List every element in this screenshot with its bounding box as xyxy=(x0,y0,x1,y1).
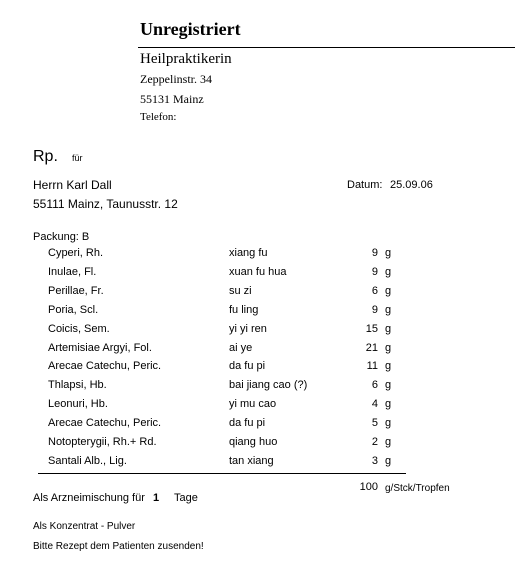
herb-name: Coicis, Sem. xyxy=(48,322,110,335)
herb-unit: g xyxy=(385,360,392,373)
herb-name: Thlapsi, Hb. xyxy=(48,379,107,392)
practice-name: Unregistriert xyxy=(140,19,241,39)
herb-unit: g xyxy=(385,454,392,467)
mixture-label: Als Arzneimischung für xyxy=(33,492,145,504)
herb-unit: g xyxy=(385,379,392,392)
herb-pinyin: xuan fu hua xyxy=(229,265,287,278)
herb-quantity: 15 xyxy=(365,322,378,335)
practice-title: Heilpraktikerin xyxy=(140,51,232,67)
herb-pinyin: da fu pi xyxy=(229,360,266,373)
herb-pinyin: tan xiang xyxy=(229,454,274,467)
patient-name: Herrn Karl Dall xyxy=(33,178,112,192)
herb-name: Poria, Scl. xyxy=(48,303,99,316)
patient-address: 55111 Mainz, Taunusstr. 12 xyxy=(33,197,178,211)
herb-name: Arecae Catechu, Peric. xyxy=(48,417,162,430)
herb-unit: g xyxy=(385,398,392,411)
herb-quantity: 4 xyxy=(371,398,378,411)
herb-quantity: 2 xyxy=(371,436,378,448)
form-line: Als Konzentrat - Pulver xyxy=(33,521,136,532)
herb-quantity: 9 xyxy=(371,303,378,316)
herb-name: Artemisiae Argyi, Fol. xyxy=(48,341,152,354)
herb-row xyxy=(0,266,529,284)
herb-quantity: 3 xyxy=(371,454,378,467)
rp-label: Rp. xyxy=(33,148,58,165)
packing-line: Packung: B xyxy=(33,231,90,243)
herb-row xyxy=(0,342,529,360)
herbs-divider xyxy=(38,473,406,474)
date-value: 25.09.06 xyxy=(390,179,433,191)
herb-unit: g xyxy=(385,436,392,448)
for-label: für xyxy=(72,153,83,163)
herb-unit: g xyxy=(385,284,392,297)
mixture-days: 1 xyxy=(153,492,160,504)
herb-row xyxy=(0,323,529,341)
herb-row xyxy=(0,304,529,322)
herb-name: Perillae, Fr. xyxy=(48,284,104,297)
herb-quantity: 9 xyxy=(371,265,378,278)
herb-row xyxy=(0,247,529,265)
herb-pinyin: xiang fu xyxy=(229,247,268,259)
herb-quantity: 9 xyxy=(371,247,378,259)
herb-unit: g xyxy=(385,417,392,430)
herb-pinyin: bai jiang cao (?) xyxy=(229,379,308,392)
herb-row xyxy=(0,285,529,303)
herb-name: Inulae, Fl. xyxy=(48,265,97,278)
herb-row xyxy=(0,379,529,397)
herb-pinyin: ai ye xyxy=(229,341,253,354)
herb-pinyin: yi mu cao xyxy=(229,398,277,411)
herb-quantity: 5 xyxy=(371,417,378,430)
herb-row xyxy=(0,436,529,454)
total-quantity: 100 xyxy=(359,481,378,493)
herb-quantity: 21 xyxy=(365,341,378,354)
herb-row xyxy=(0,455,529,473)
practice-city: 55131 Mainz xyxy=(140,92,204,106)
herb-name: Cyperi, Rh. xyxy=(48,247,104,259)
herb-unit: g xyxy=(385,322,392,335)
herb-pinyin: fu ling xyxy=(229,303,259,316)
herb-row xyxy=(0,398,529,416)
herb-name: Arecae Catechu, Peric. xyxy=(48,360,162,373)
note-line: Bitte Rezept dem Patienten zusenden! xyxy=(33,541,204,552)
herb-name: Notopterygii, Rh.+ Rd. xyxy=(48,436,157,448)
practice-street: Zeppelinstr. 34 xyxy=(140,72,212,86)
herb-unit: g xyxy=(385,265,392,278)
herb-quantity: 6 xyxy=(371,284,378,297)
herb-pinyin: qiang huo xyxy=(229,436,278,448)
herb-pinyin: su zi xyxy=(229,284,252,297)
herb-row xyxy=(0,360,529,378)
herb-unit: g xyxy=(385,247,392,259)
total-unit: g/Stck/Tropfen xyxy=(385,483,450,494)
herb-unit: g xyxy=(385,303,392,316)
mixture-days-unit: Tage xyxy=(174,492,198,504)
header-divider xyxy=(138,47,515,48)
herb-quantity: 6 xyxy=(371,379,378,392)
herb-pinyin: yi yi ren xyxy=(229,322,267,335)
date-label: Datum: xyxy=(347,179,383,191)
herb-quantity: 11 xyxy=(366,360,378,373)
herb-row xyxy=(0,417,529,435)
herb-pinyin: da fu pi xyxy=(229,417,266,430)
practice-phone-label: Telefon: xyxy=(140,111,177,123)
herb-name: Santali Alb., Lig. xyxy=(48,454,127,467)
herb-unit: g xyxy=(385,341,392,354)
herb-name: Leonuri, Hb. xyxy=(48,398,108,411)
